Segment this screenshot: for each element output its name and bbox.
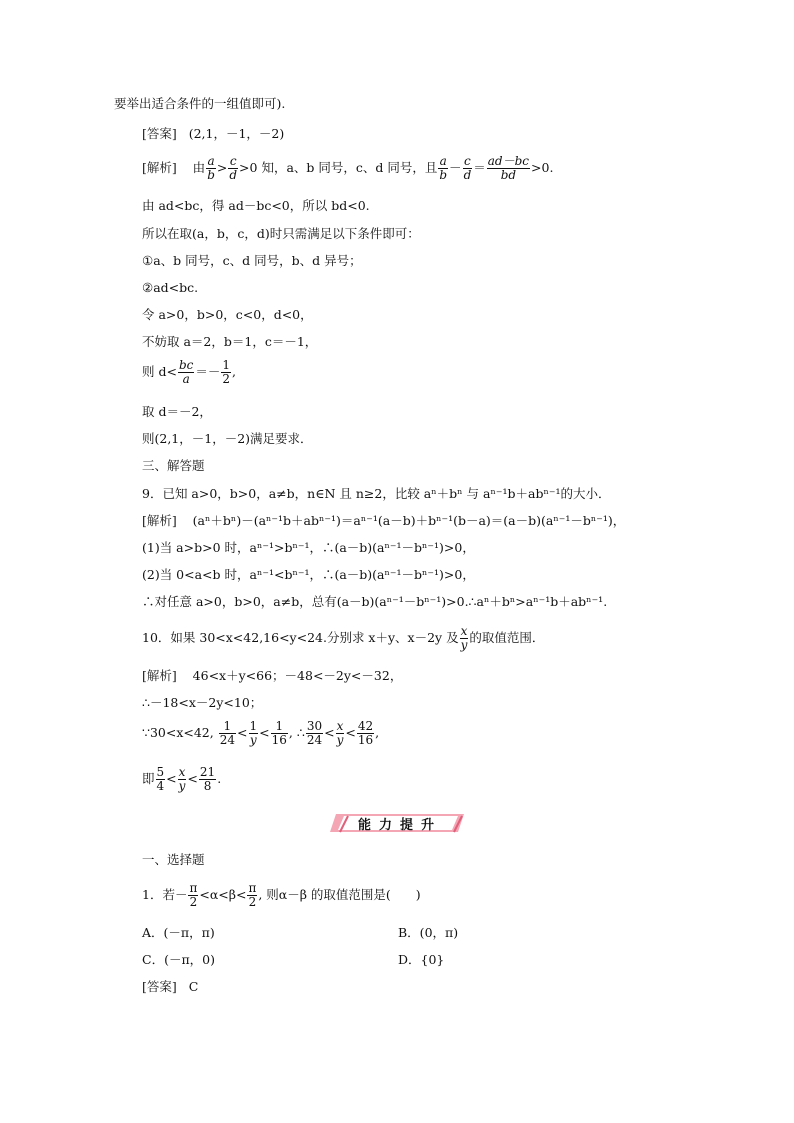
fraction: $\frac{1}{2}$ [222, 358, 231, 386]
fraction: $\frac{c}{d}$ [229, 154, 238, 182]
fraction: $\frac{bc}{a}$ [178, 358, 194, 386]
fraction: $\frac{1}{16}$ [271, 719, 287, 747]
banner-title: 能力提升 [357, 818, 442, 833]
text-line-7: ②ad<bc. [142, 280, 199, 295]
option-c: C．(－π，0) [142, 952, 215, 967]
text-line-4: 由 ad<bc，得 ad－bc<0，所以 bd<0. [142, 198, 370, 213]
text-line-17: (2)当 0<a<b 时，aⁿ⁻¹<bⁿ⁻¹，∴(a－b)(aⁿ⁻¹－bⁿ⁻¹)>0， [142, 567, 475, 582]
analysis-line-3: [解析] 46<x＋y<66；－48<－2y<－32， [142, 668, 403, 683]
analysis-tag: [解析] [142, 160, 177, 175]
analysis-tag: [解析] [142, 668, 177, 683]
question-1: 1．若－ $\frac{\pi}{2}$ <α<β< $\frac{\pi}{2}$ , 则α－β 的取值范围是( ) [142, 881, 421, 909]
text-line-18: ∴对任意 a>0，b>0，a≠b，总有(a－b)(aⁿ⁻¹－bⁿ⁻¹)>0.∴aⁿ＋bⁿ>aⁿ⁻¹b＋abⁿ⁻¹. [142, 594, 608, 609]
answer-tag: [答案] [142, 126, 177, 141]
fraction: $\frac{c}{d}$ [463, 154, 472, 182]
option-b: B．(0，π) [398, 925, 459, 940]
text-line-5: 所以在取(a，b，c，d)时只需满足以下条件即可： [142, 226, 420, 241]
fraction: $\frac{a}{b}$ [207, 154, 215, 182]
text-line-23: 即 $\frac{5}{4}$ < $\frac{x}{y}$ < $\frac{21}{8}$ . [142, 765, 222, 793]
text-line-8: 令 a>0，b>0，c<0，d<0， [142, 307, 313, 322]
section-banner [330, 812, 470, 834]
text-line-1: 要举出适合条件的一组值即可). [114, 96, 286, 111]
fraction: $\frac{1}{24}$ [219, 719, 236, 747]
fraction: $\frac{30}{24}$ [306, 719, 323, 747]
text-line-6: ①a、b 同号，c、d 同号，b、d 异号； [142, 253, 362, 268]
answer-line-1: [答案] (2,1，－1，－2) [142, 126, 285, 141]
answer-tag: [答案] [142, 979, 177, 994]
text-line-22: ∵30<x<42, $\frac{1}{24}$ < $\frac{1}{y}$ < $\frac{1}{16}$ , ∴ $\frac{30}{24}$ < $\frac{x}{y}$ < $\frac{42}{16}$ , [142, 719, 380, 747]
fraction: $\frac{1}{y}$ [249, 719, 258, 747]
fraction: $\frac{\pi}{2}$ [248, 881, 257, 909]
question-9: 9．已知 a>0，b>0，a≠b，n∈N 且 n≥2，比较 aⁿ＋bⁿ 与 aⁿ⁻¹b＋abⁿ⁻¹的大小． [142, 486, 611, 501]
section-heading: 三、解答题 [142, 458, 205, 473]
fraction: $\frac{5}{4}$ [156, 765, 165, 793]
analysis-line-1: [解析] 由 $\frac{a}{b}$ > $\frac{c}{d}$ >0 知，a、b 同号，c、d 同号，且 $\frac{a}{b}$ － $\frac{c}{d}$ ＝ $\frac{ad-bc}{bd}$ >0. [142, 154, 554, 182]
text-line-16: (1)当 a>b>0 时，aⁿ⁻¹>bⁿ⁻¹，∴(a－b)(aⁿ⁻¹－bⁿ⁻¹)>0， [142, 540, 475, 555]
analysis-line-2: [解析] (aⁿ＋bⁿ)－(aⁿ⁻¹b＋abⁿ⁻¹)＝aⁿ⁻¹(a－b)＋bⁿ⁻¹(b－a)＝(a－b)(aⁿ⁻¹－bⁿ⁻¹)， [142, 513, 626, 528]
fraction: $\frac{x}{y}$ [178, 765, 186, 793]
section-heading-2: 一、选择题 [142, 852, 205, 867]
fraction: $\frac{42}{16}$ [357, 719, 374, 747]
text-line-10: 则 d< $\frac{bc}{a}$ ＝－ $\frac{1}{2}$ , [142, 358, 236, 386]
text-line-12: 则(2,1，－1，－2)满足要求． [142, 431, 313, 446]
analysis-tag: [解析] [142, 513, 177, 528]
option-a: A．(－π，π) [142, 925, 215, 940]
answer-line-2: [答案] C [142, 979, 199, 994]
fraction: $\frac{\pi}{2}$ [189, 881, 198, 909]
fraction: $\frac{x}{y}$ [460, 624, 468, 652]
text-line-21: ∴－18<x－2y<10； [142, 695, 263, 710]
question-10: 10．如果 30<x<42,16<y<24.分别求 x＋y、x－2y 及 $\frac{x}{y}$ 的取值范围． [142, 624, 545, 652]
option-d: D．{0} [398, 952, 445, 967]
fraction: $\frac{x}{y}$ [336, 719, 344, 747]
fraction: $\frac{21}{8}$ [199, 765, 216, 793]
fraction: $\frac{ad-bc}{bd}$ [487, 154, 530, 182]
text-line-9: 不妨取 a＝2，b＝1，c＝－1， [142, 334, 318, 349]
fraction: $\frac{a}{b}$ [439, 154, 448, 182]
text-line-11: 取 d＝－2， [142, 404, 212, 419]
